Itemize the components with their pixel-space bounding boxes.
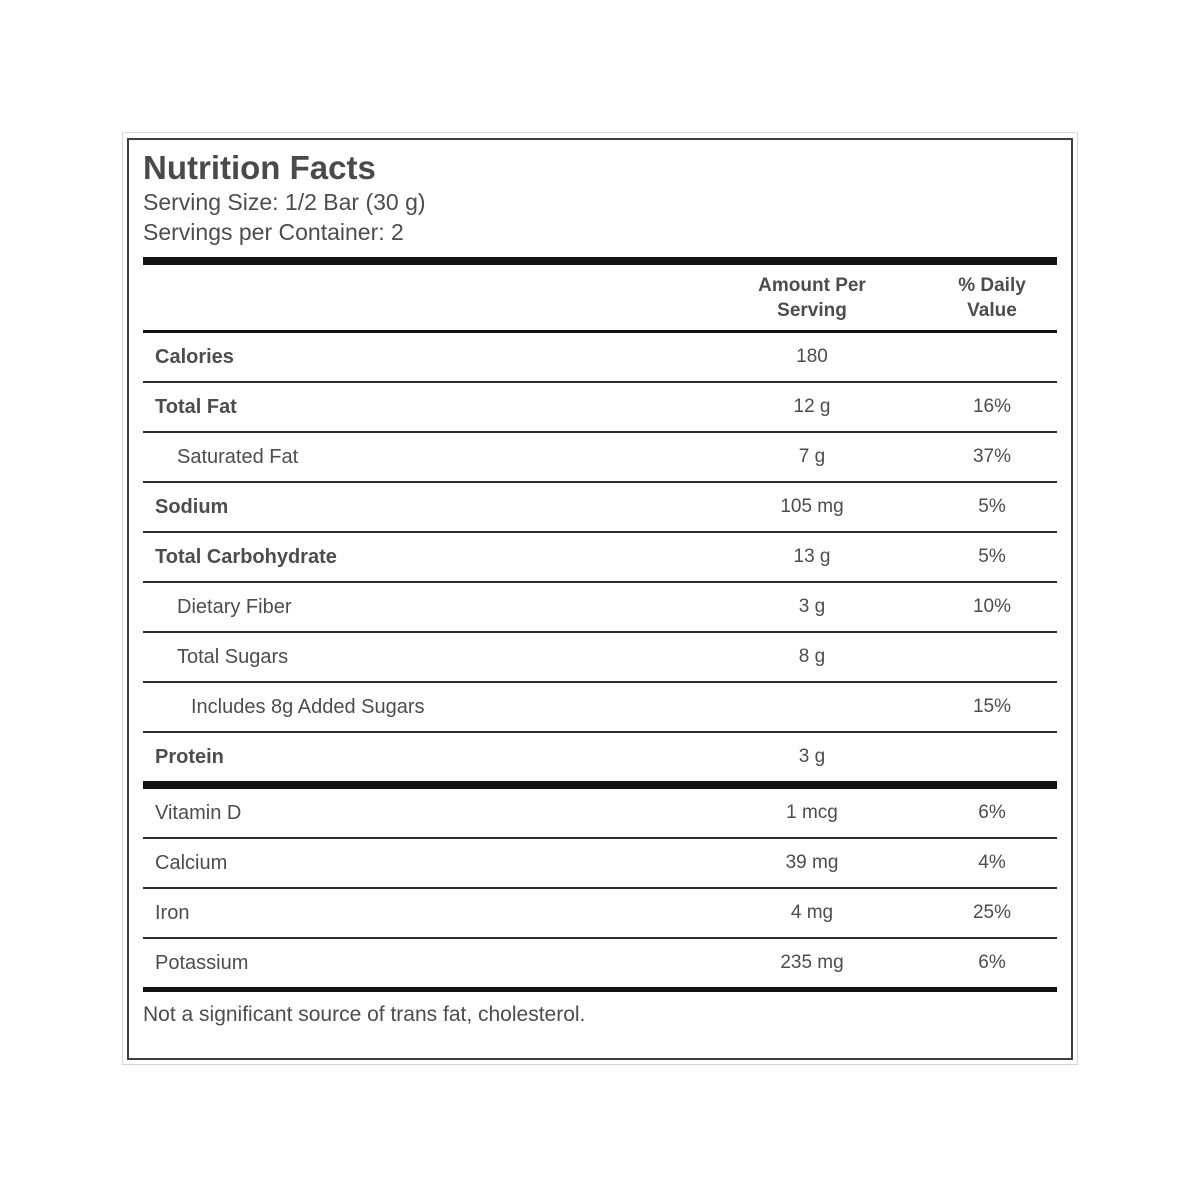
row-protein bbox=[143, 733, 1057, 781]
row-saturated-fat bbox=[143, 433, 1057, 481]
row-vitamin-d bbox=[143, 789, 1057, 837]
column-header-amount: Amount Per Serving bbox=[758, 274, 866, 321]
nutrient-daily-value: 10% bbox=[972, 596, 1012, 617]
row-iron bbox=[143, 889, 1057, 937]
nutrient-amount: 13 g bbox=[793, 546, 831, 567]
footnote-text: Not a significant source of trans fat, cholesterol. bbox=[143, 1003, 586, 1026]
row-dietary-fiber bbox=[143, 583, 1057, 631]
nutrient-name: Saturated Fat bbox=[177, 445, 299, 468]
nutrient-daily-value: 5% bbox=[978, 546, 1006, 567]
row-added-sugars bbox=[143, 683, 1057, 731]
nutrient-amount: 3 g bbox=[798, 596, 826, 617]
nutrient-name: Total Fat bbox=[155, 395, 237, 418]
label-image-frame bbox=[122, 132, 1078, 1065]
nutrient-name: Dietary Fiber bbox=[177, 595, 292, 618]
nutrient-amount: 12 g bbox=[793, 396, 831, 417]
nutrient-name: Includes 8g Added Sugars bbox=[191, 695, 425, 718]
nutrient-name: Calories bbox=[155, 345, 234, 368]
nutrient-daily-value: 15% bbox=[972, 696, 1012, 717]
row-sodium bbox=[143, 483, 1057, 531]
nutrient-amount: 3 g bbox=[798, 746, 826, 767]
nutrient-daily-value: 37% bbox=[972, 446, 1012, 467]
section-rule-top bbox=[143, 257, 1057, 265]
serving-size-text: Serving Size: 1/2 Bar (30 g) bbox=[143, 189, 426, 215]
nutrient-amount: 235 mg bbox=[780, 952, 844, 973]
servings-per-container-text: Servings per Container: 2 bbox=[143, 219, 404, 245]
row-total-sugars bbox=[143, 633, 1057, 681]
row-total-carbohydrate bbox=[143, 533, 1057, 581]
nutrient-daily-value: 6% bbox=[978, 802, 1006, 823]
nutrient-name: Calcium bbox=[155, 851, 228, 874]
nutrient-name: Vitamin D bbox=[155, 801, 242, 824]
nutrient-amount: 105 mg bbox=[780, 496, 844, 517]
nutrient-daily-value: 16% bbox=[972, 396, 1012, 417]
nutrient-name: Potassium bbox=[155, 951, 249, 974]
nutrient-name: Protein bbox=[155, 745, 224, 768]
column-header-daily-value: % Daily Value bbox=[958, 274, 1026, 321]
nutrition-facts-label bbox=[127, 138, 1073, 1060]
nutrient-amount: 39 mg bbox=[785, 852, 839, 873]
nutrient-amount: 7 g bbox=[798, 446, 826, 467]
nutrient-daily-value: 25% bbox=[972, 902, 1012, 923]
nutrient-amount: 1 mcg bbox=[786, 802, 838, 823]
nutrient-name: Total Carbohydrate bbox=[155, 545, 337, 568]
nutrient-name: Sodium bbox=[155, 495, 229, 518]
label-title: Nutrition Facts bbox=[143, 149, 376, 186]
row-potassium bbox=[143, 939, 1057, 987]
nutrient-daily-value: 4% bbox=[978, 852, 1006, 873]
column-header-row bbox=[143, 265, 1057, 330]
nutrient-amount: 4 mg bbox=[790, 902, 834, 923]
row-calories bbox=[143, 333, 1057, 381]
nutrient-amount: 8 g bbox=[798, 646, 826, 667]
nutrient-amount: 180 bbox=[796, 346, 828, 367]
nutrient-name: Total Sugars bbox=[177, 645, 289, 668]
section-rule-macros-end bbox=[143, 781, 1057, 789]
row-calcium bbox=[143, 839, 1057, 887]
nutrient-daily-value: 6% bbox=[978, 952, 1006, 973]
row-total-fat bbox=[143, 383, 1057, 431]
nutrient-daily-value: 5% bbox=[978, 496, 1006, 517]
nutrient-name: Iron bbox=[155, 901, 190, 924]
